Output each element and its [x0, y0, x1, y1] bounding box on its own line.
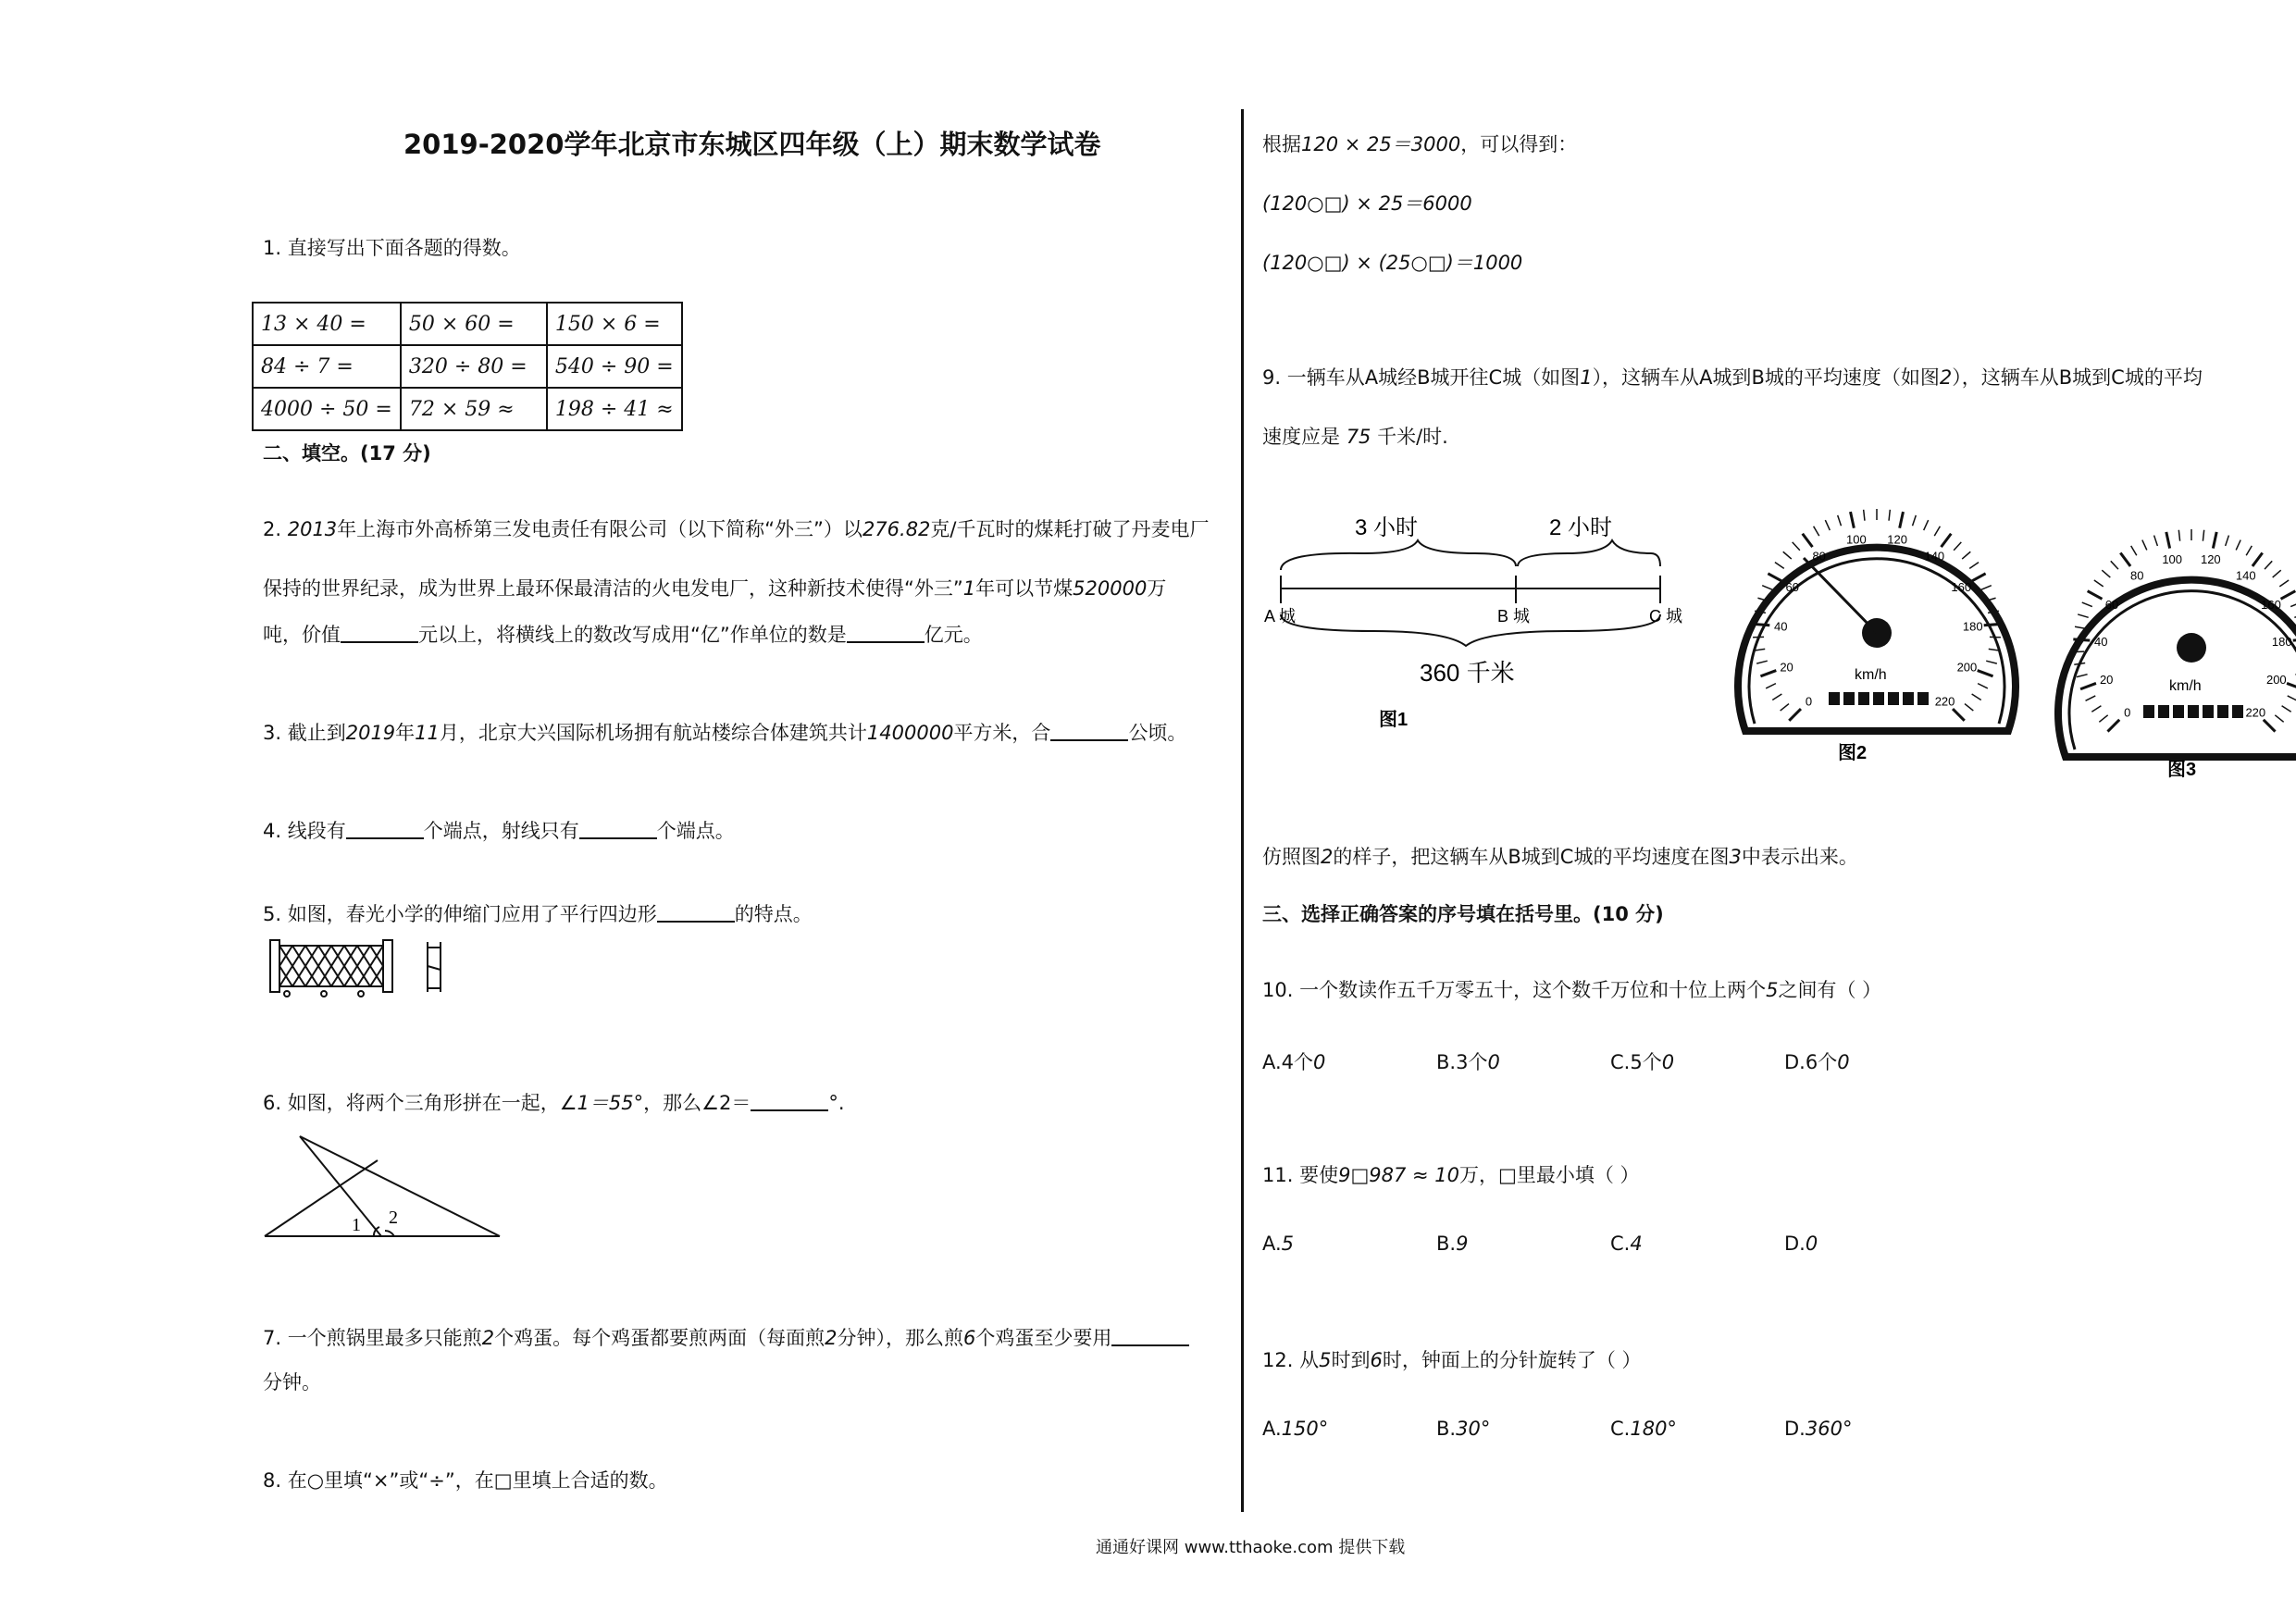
- tick-mark: [2265, 561, 2272, 569]
- text: 个鸡蛋。每个鸡蛋都要煎两面（每面煎: [494, 1327, 825, 1349]
- question-4: [263, 816, 735, 844]
- tick-label: 100: [1846, 532, 1867, 547]
- tick-mark: [2273, 570, 2281, 577]
- tick-mark: [1793, 542, 1800, 551]
- text: 11. 要使: [1262, 1164, 1339, 1186]
- text: 个端点。: [656, 820, 735, 842]
- text: 9. 一辆车从: [1262, 366, 1365, 389]
- text: 分钟），那么煎: [837, 1327, 963, 1349]
- text: 12. 从: [1262, 1349, 1320, 1371]
- text: C.: [1610, 1233, 1631, 1255]
- tick-mark: [1913, 515, 1917, 526]
- text: 千米/时.: [1377, 426, 1448, 448]
- tick-label: 200: [1956, 660, 1978, 675]
- option-b[interactable]: [1436, 1047, 1500, 1075]
- text: 公顷。: [1128, 722, 1187, 744]
- text: ），这辆车从: [1592, 366, 1700, 389]
- question-7-line-1: [263, 1323, 1189, 1351]
- text: 6: [1370, 1349, 1383, 1371]
- text: 万，□里最小填（ ）: [1459, 1164, 1640, 1186]
- question-9-line-1: [1262, 363, 2203, 390]
- table-row: [253, 388, 682, 430]
- route-diagram: [1262, 500, 1697, 740]
- tick-mark: [1934, 527, 1940, 536]
- text: °.: [828, 1092, 845, 1114]
- page-title: 2019-2020学年北京市东城区四年级（上）期末数学试卷: [403, 129, 1101, 160]
- text: 6. 如图，将两个三角形拼在一起，: [263, 1092, 560, 1114]
- segment-1-time: 3 小时: [1355, 515, 1419, 540]
- tick-label: 100: [2162, 552, 2183, 567]
- text: 之间有（ ）: [1778, 979, 1882, 1001]
- tick-mark: [1803, 534, 1813, 547]
- text: 城到: [2072, 366, 2112, 389]
- text: D.: [1784, 1233, 1806, 1255]
- question-10: [1262, 975, 1881, 1003]
- text: 9□987 ≈ 10: [1338, 1164, 1460, 1186]
- text: A.: [1262, 1418, 1282, 1440]
- tick-label: 80: [2130, 568, 2144, 583]
- tick-mark: [1984, 624, 2001, 625]
- text: 的特点。: [734, 903, 813, 925]
- answer-blank[interactable]: [847, 622, 925, 643]
- tick-mark: [2131, 546, 2137, 555]
- table-cell: 198 ÷ 41 ≈: [547, 388, 682, 430]
- tick-mark: [1971, 574, 1986, 582]
- answer-blank[interactable]: [751, 1090, 828, 1111]
- option-c[interactable]: [1610, 1047, 1674, 1075]
- question-3: [263, 718, 1186, 746]
- question-9-line-2: [1262, 422, 1448, 450]
- answer-blank[interactable]: [579, 818, 657, 839]
- text: 月，北京大兴国际机场拥有航站楼综合体建筑共计: [439, 722, 867, 744]
- column-divider: [1241, 109, 1244, 1512]
- option-d[interactable]: [1784, 1418, 1852, 1440]
- speedometer-figure-3: [2032, 514, 2296, 792]
- question-6: [263, 1088, 845, 1116]
- question-12: [1262, 1345, 1642, 1373]
- table-row: [253, 303, 682, 345]
- text: 4: [1630, 1233, 1643, 1255]
- text: 2: [1939, 366, 1953, 389]
- text: A.4个: [1262, 1051, 1314, 1073]
- text: 0: [1661, 1051, 1675, 1073]
- text: B.: [1436, 1418, 1457, 1440]
- tick-mark: [1768, 574, 1782, 582]
- text: 2: [825, 1327, 838, 1349]
- figure-2-label: 图2: [1838, 743, 1868, 763]
- text: A: [1364, 366, 1379, 389]
- table-cell: 84 ÷ 7 =: [253, 345, 401, 388]
- total-distance: 360 千米: [1420, 659, 1515, 687]
- text: 5: [1281, 1233, 1295, 1255]
- text: 城到: [1712, 366, 1752, 389]
- table-cell: 72 × 59 ≈: [401, 388, 547, 430]
- text: C: [2111, 366, 2125, 389]
- text: 城到: [1520, 846, 1560, 868]
- text: 3. 截止到: [263, 722, 346, 744]
- option-a[interactable]: [1262, 1233, 1294, 1255]
- tick-label: 20: [2099, 673, 2114, 688]
- text: 万: [1147, 577, 1167, 600]
- tick-mark: [1851, 512, 1855, 528]
- text: 2.: [263, 518, 288, 540]
- city-c-label: C 城: [1649, 607, 1682, 626]
- question-8-basis: [1262, 130, 1577, 157]
- angle-1-label: 1: [352, 1215, 361, 1235]
- retractable-gate-figure: [268, 935, 463, 999]
- tick-mark: [2281, 591, 2296, 600]
- text: 1400000: [866, 722, 954, 744]
- text: 平方米，合: [953, 722, 1051, 744]
- text: 360°: [1805, 1418, 1853, 1440]
- text: 11: [415, 722, 440, 744]
- text: 0: [1487, 1051, 1500, 1073]
- question-9-line-3: [1262, 842, 1858, 870]
- tick-label: 20: [1780, 660, 1793, 675]
- text: 0: [1313, 1051, 1326, 1073]
- option-a[interactable]: [1262, 1418, 1328, 1440]
- text: B: [1508, 846, 1521, 868]
- tick-mark: [2142, 540, 2147, 551]
- text: 1: [962, 577, 976, 600]
- text: 城（如图: [1502, 366, 1581, 389]
- tick-mark: [2178, 530, 2179, 541]
- text: 2: [481, 1327, 495, 1349]
- gauge-body: [2058, 529, 2296, 757]
- tick-label: 60: [2104, 598, 2119, 613]
- table-row: [253, 345, 682, 388]
- text: 2: [1321, 846, 1334, 868]
- text: B: [1417, 366, 1431, 389]
- text: 克/千瓦时的煤耗打破了丹麦电厂: [930, 518, 1210, 540]
- tick-mark: [2073, 639, 2090, 640]
- text: 180°: [1630, 1418, 1677, 1440]
- tick-mark: [2111, 561, 2118, 569]
- question-8-eq-1[interactable]: (120○□) × 25＝6000: [1262, 192, 1472, 215]
- tick-mark: [1762, 586, 1772, 590]
- gauge-body: [1738, 509, 2016, 731]
- tick-mark: [1900, 512, 1904, 528]
- tick-mark: [1954, 542, 1961, 551]
- tick-mark: [2154, 536, 2158, 546]
- text: B.3个: [1436, 1051, 1488, 1073]
- tick-mark: [1981, 586, 1992, 590]
- section-2-heading: 二、填空。(17 分): [263, 442, 431, 465]
- text: 个端点，射线只有: [423, 820, 579, 842]
- text: 年上海市外高桥第三发电责任有限公司（以下简称“外三”）以: [337, 518, 863, 540]
- text: B.: [1436, 1233, 1457, 1255]
- question-8-eq-2[interactable]: (120○□) × (25○□)＝1000: [1262, 252, 1523, 274]
- text: 元以上，将横线上的数改写成用“亿”作单位的数是: [418, 624, 847, 646]
- text: 根据: [1262, 133, 1301, 155]
- tick-mark: [1969, 563, 1979, 569]
- text: 的样子，把这辆车从: [1333, 846, 1508, 868]
- tick-label: 220: [1934, 694, 1955, 709]
- text: 时到: [1331, 1349, 1371, 1371]
- text: 0: [1837, 1051, 1850, 1073]
- tick-mark: [2279, 580, 2289, 587]
- text: C.5个: [1610, 1051, 1662, 1073]
- text: ∠2＝: [701, 1092, 751, 1114]
- tick-mark: [2226, 536, 2229, 546]
- text: 时，钟面上的分针旋转了（ ）: [1382, 1349, 1642, 1371]
- tick-label: 120: [1887, 532, 1907, 547]
- tick-label: 40: [1774, 619, 1788, 634]
- tick-label: 140: [1924, 549, 1945, 564]
- text: 年可以节煤: [975, 577, 1074, 600]
- tick-label: 80: [1812, 549, 1826, 564]
- tick-mark: [2253, 553, 2263, 566]
- tick-mark: [2102, 570, 2110, 577]
- tick-mark: [1825, 520, 1830, 530]
- option-b[interactable]: [1436, 1233, 1468, 1255]
- text: ，可以得到：: [1460, 133, 1578, 155]
- text: D.: [1784, 1418, 1806, 1440]
- table-cell: 320 ÷ 80 =: [401, 345, 547, 388]
- text: 120 × 25＝3000: [1301, 133, 1461, 155]
- segment-2-time: 2 小时: [1549, 515, 1613, 540]
- unit-label: km/h: [1855, 667, 1887, 683]
- option-c[interactable]: [1610, 1233, 1643, 1255]
- text: 0: [1805, 1233, 1818, 1255]
- angle-2-label: 2: [389, 1208, 398, 1228]
- tick-mark: [2290, 602, 2296, 607]
- text: A.: [1262, 1233, 1282, 1255]
- option-b[interactable]: [1436, 1418, 1490, 1440]
- text: 7. 一个煎锅里最多只能煎: [263, 1327, 482, 1349]
- city-b-label: B 城: [1497, 607, 1531, 626]
- option-c[interactable]: [1610, 1418, 1677, 1440]
- tick-mark: [1889, 510, 1890, 521]
- figure-3-label: 图3: [2167, 760, 2197, 780]
- table-cell: 540 ÷ 90 =: [547, 345, 682, 388]
- tick-label: 60: [1785, 580, 1799, 595]
- table-cell: 13 × 40 =: [253, 303, 401, 345]
- text: 5: [1766, 979, 1779, 1001]
- table-cell: 50 × 60 =: [401, 303, 547, 345]
- table-cell: 4000 ÷ 50 =: [253, 388, 401, 430]
- tick-label: 200: [2265, 673, 2287, 688]
- question-1: 1. 直接写出下面各题的得数。: [263, 237, 521, 259]
- tick-label: 40: [2094, 635, 2108, 650]
- answer-blank[interactable]: [1050, 720, 1128, 741]
- tick-mark: [2094, 580, 2104, 587]
- text: 5. 如图，春光小学的伸缩门应用了平行四边形: [263, 903, 657, 925]
- tick-mark: [1924, 520, 1929, 530]
- tick-mark: [1775, 563, 1784, 569]
- tick-label: 140: [2235, 568, 2256, 583]
- text: A: [1699, 366, 1713, 389]
- text: 个鸡蛋至少要用: [975, 1327, 1112, 1349]
- text: 城的平均: [2124, 366, 2203, 389]
- text: ，那么: [643, 1092, 702, 1114]
- tick-mark: [1864, 510, 1865, 521]
- text: 1: [1580, 366, 1593, 389]
- text: C.: [1610, 1418, 1631, 1440]
- text: 速度应是: [1262, 426, 1340, 448]
- tick-mark: [1942, 534, 1952, 547]
- text: 9: [1456, 1233, 1469, 1255]
- option-d[interactable]: [1784, 1233, 1818, 1255]
- tick-mark: [2078, 614, 2089, 617]
- answer-blank[interactable]: [346, 818, 424, 839]
- text: 520000: [1073, 577, 1148, 600]
- answer-blank[interactable]: [657, 901, 735, 923]
- text: 75: [1346, 426, 1371, 448]
- footer-credit: 通通好课网 www.tthaoke.com 提供下载: [1096, 1538, 1406, 1557]
- text: 仿照图: [1262, 846, 1321, 868]
- tick-label: 160: [2261, 598, 2281, 613]
- figure-1-label: 图1: [1379, 710, 1409, 730]
- answer-blank[interactable]: [1111, 1325, 1189, 1346]
- question-8: 8. 在○里填“×”或“÷”，在□里填上合适的数。: [263, 1469, 668, 1492]
- tick-label: 0: [2124, 705, 2131, 720]
- text: C: [1488, 366, 1503, 389]
- calc-table: [252, 302, 683, 431]
- unit-label: km/h: [2169, 678, 2202, 694]
- table-cell: 150 × 6 =: [547, 303, 682, 345]
- text: C: [1559, 846, 1574, 868]
- tick-mark: [2236, 540, 2240, 551]
- text: 2013: [287, 518, 338, 540]
- speedometer-figure-2: [1718, 474, 2032, 779]
- text: 保持的世界纪录，成为世界上最环保最清洁的火电发电厂，这种新技术使得“外三”: [263, 577, 963, 600]
- tick-mark: [2120, 553, 2130, 566]
- text: 276.82: [862, 518, 931, 540]
- text: 城的平均速度在图: [1573, 846, 1730, 868]
- option-d[interactable]: [1784, 1047, 1850, 1075]
- city-a-label: A 城: [1264, 607, 1297, 626]
- question-5: [263, 899, 813, 927]
- text: 150°: [1281, 1418, 1329, 1440]
- text: 3: [1729, 846, 1742, 868]
- tick-mark: [2075, 626, 2086, 628]
- tick-mark: [2082, 602, 2092, 607]
- tick-mark: [1814, 527, 1819, 536]
- question-2-line-1: [263, 514, 1210, 542]
- text: 5: [1319, 1349, 1332, 1371]
- text: 年: [395, 722, 416, 744]
- text: D.6个: [1784, 1051, 1838, 1073]
- text: 亿元。: [924, 624, 983, 646]
- text: 中表示出来。: [1741, 846, 1858, 868]
- text: 城开往: [1430, 366, 1489, 389]
- text: 30°: [1456, 1418, 1491, 1440]
- tick-label: 120: [2200, 552, 2221, 567]
- tick-mark: [1753, 624, 1769, 625]
- question-7-line-2: 分钟。: [263, 1371, 321, 1394]
- text: ∠1＝55°: [559, 1092, 644, 1114]
- tick-mark: [1838, 515, 1842, 526]
- tick-label: 160: [1951, 580, 1972, 595]
- tick-mark: [1962, 551, 1970, 559]
- option-a[interactable]: [1262, 1047, 1325, 1075]
- question-11: [1262, 1160, 1640, 1188]
- tick-mark: [2246, 546, 2252, 555]
- two-triangles-figure: [263, 1133, 513, 1244]
- text: 吨，价值: [263, 624, 341, 646]
- text: 4. 线段有: [263, 820, 346, 842]
- tick-label: 220: [2245, 705, 2266, 720]
- tick-mark: [2166, 532, 2170, 549]
- text: 城经: [1378, 366, 1418, 389]
- tick-label: 180: [1962, 619, 1983, 634]
- tick-mark: [2213, 532, 2216, 549]
- answer-blank[interactable]: [341, 622, 418, 643]
- text: 2019: [345, 722, 396, 744]
- tick-mark: [2088, 591, 2103, 600]
- text: 6: [962, 1327, 976, 1349]
- text: 城的平均速度（如图: [1764, 366, 1940, 389]
- tick-mark: [1783, 551, 1792, 559]
- question-2-line-2: [263, 574, 1166, 601]
- question-2-line-3: [263, 620, 983, 648]
- text: 10. 一个数读作五千万零五十，这个数千万位和十位上两个: [1262, 979, 1767, 1001]
- text: ），这辆车从: [1952, 366, 2059, 389]
- text: B: [2058, 366, 2073, 389]
- tick-label: 0: [1805, 694, 1813, 709]
- tick-label: 180: [2271, 635, 2292, 650]
- section-3-heading: 三、选择正确答案的序号填在括号里。(10 分): [1262, 903, 1664, 925]
- text: B: [1751, 366, 1765, 389]
